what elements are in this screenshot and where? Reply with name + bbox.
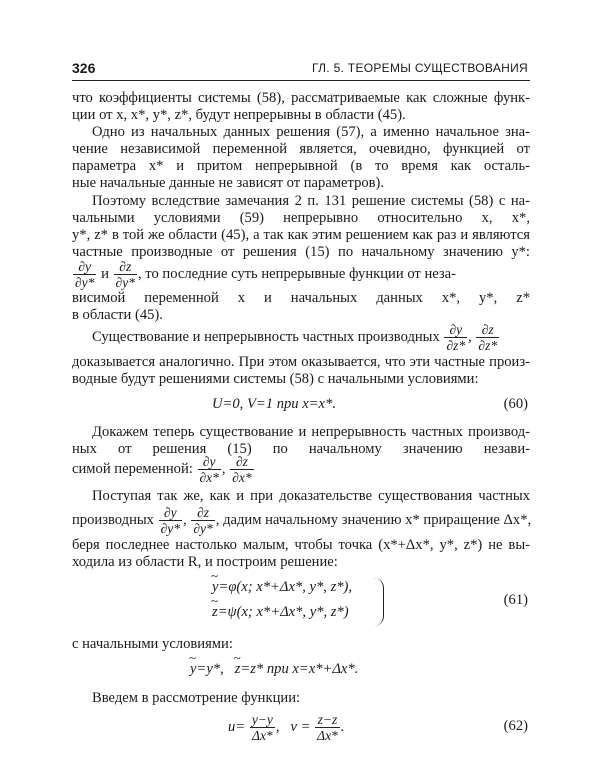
equation-61-line-1: ~ y=φ(x; x*+Δx*, y*, z*), [212,579,352,596]
text-line: водные будут решениями системы (58) с начальными условиями: [72,371,479,387]
text-line: Введем в рассмотрение функции: [92,690,301,706]
fraction-dz-dzstar: $\frac{\partial z}{\partial z*}$ [478,322,498,354]
text-line: Докажем теперь существование и непрерывность частных производ- [92,424,530,440]
text-line: Одно из начальных данных решения (57), а именно начальное зна- [92,124,530,140]
chapter-title: ГЛ. 5. ТЕОРЕМЫ СУЩЕСТВОВАНИЯ [312,61,528,75]
text-line: ции от x, x*, y*, z*, будут непрерывны в области (45). [72,107,406,123]
equation-number-60: (60) [503,396,528,412]
text-line: симой переменной: $\frac{\partial y}{\partial x*}$ , $\frac{\partial z}{\partial x*}$ [72,454,252,486]
text-line: доказывается аналогично. При этом оказывается, что эти частные произ- [72,354,530,370]
equation-61-line-2: ~ z=ψ(x; x*+Δx*, y*, z*) [212,604,349,621]
text-line: висимой переменной x и начальных данных x*, y*, z* [72,290,530,306]
text-line: Существование и непрерывность частных производных $\frac{\partial y}{\partial z*}$ , $\frac{\partial z}{\partial z*}$ [92,322,498,354]
text-line: Поэтому вследствие замечания 2 п. 131 решение системы (58) с на- [92,193,530,209]
text-line: чальными условиями (59) непрерывно относительно x, x*, [72,210,530,226]
text-line: ходила из области R, и построим решение: [72,554,338,570]
fraction-dy-dzstar: $\frac{\partial y}{\partial z*}$ [446,322,466,354]
equation-60: U=0, V=1 при x=x*. [212,396,336,412]
text-line: с начальными условиями: [72,636,233,652]
fraction-v: $\frac{z-z}{\Delta x*}$ [317,712,338,744]
text-line: производных $\frac{\partial y}{\partial y*}$ , $\frac{\partial z}{\partial y*}$ , дадим начальному значению x* приращение Δx*, [72,505,532,537]
text-line: что коэффициенты системы (58), рассматриваемые как сложные функ- [72,90,530,106]
text-line: чение независимой переменной является, очевидно, функцией от [72,141,530,157]
page-number: 326 [72,60,96,76]
fraction-dz-dystar-2: $\frac{\partial z}{\partial y*}$ [193,505,213,537]
fraction-dz-dystar: $\frac{\partial z}{\partial y*}$ [115,259,135,291]
text-line: беря последнее настолько малым, чтобы точка (x*+Δx*, y*, z*) не вы- [72,537,530,553]
text-line: ных от решения (15) по начальному значению незави- [72,441,530,457]
text-line: в области (45). [72,307,163,323]
initial-conditions: ~ y=y*, ~ z=z* при x=x*+Δx*. [190,661,358,678]
text-line: частные производные от решения (15) по начальному значению y*: [72,244,530,260]
text-line: y*, z* в той же области (45), а так как этим решением как раз и являются [72,227,530,243]
page-header [72,60,530,81]
fraction-dy-dystar: $\frac{\partial y}{\partial y*}$ [75,259,95,291]
text-line: $\frac{\partial y}{\partial y*}$ и $\frac{\partial z}{\partial y*}$ , то последние суть непрерывные функции от неза- [75,259,457,291]
text-line: ные начальные данные не зависят от параметров). [72,175,385,191]
fraction-dz-dxstar: $\frac{\partial z}{\partial x*}$ [232,454,252,486]
equation-number-62: (62) [503,718,528,734]
text-line: параметра x* и притом непрерывной (в то время как осталь- [72,158,530,174]
equation-number-61: (61) [503,592,528,608]
fraction-dy-dxstar: $\frac{\partial y}{\partial x*}$ [199,454,219,486]
fraction-dy-dystar-2: $\frac{\partial y}{\partial y*}$ [160,505,181,537]
right-brace [373,578,384,626]
text-line: Поступая так же, как и при доказательстве существования частных [92,488,530,504]
equation-62: u= $\frac{y-y}{\Delta x*}$ , v = $\frac{z-z}{\Delta x*}$ . [228,712,345,744]
fraction-u: $\frac{y-y}{\Delta x*}$ [251,712,273,744]
